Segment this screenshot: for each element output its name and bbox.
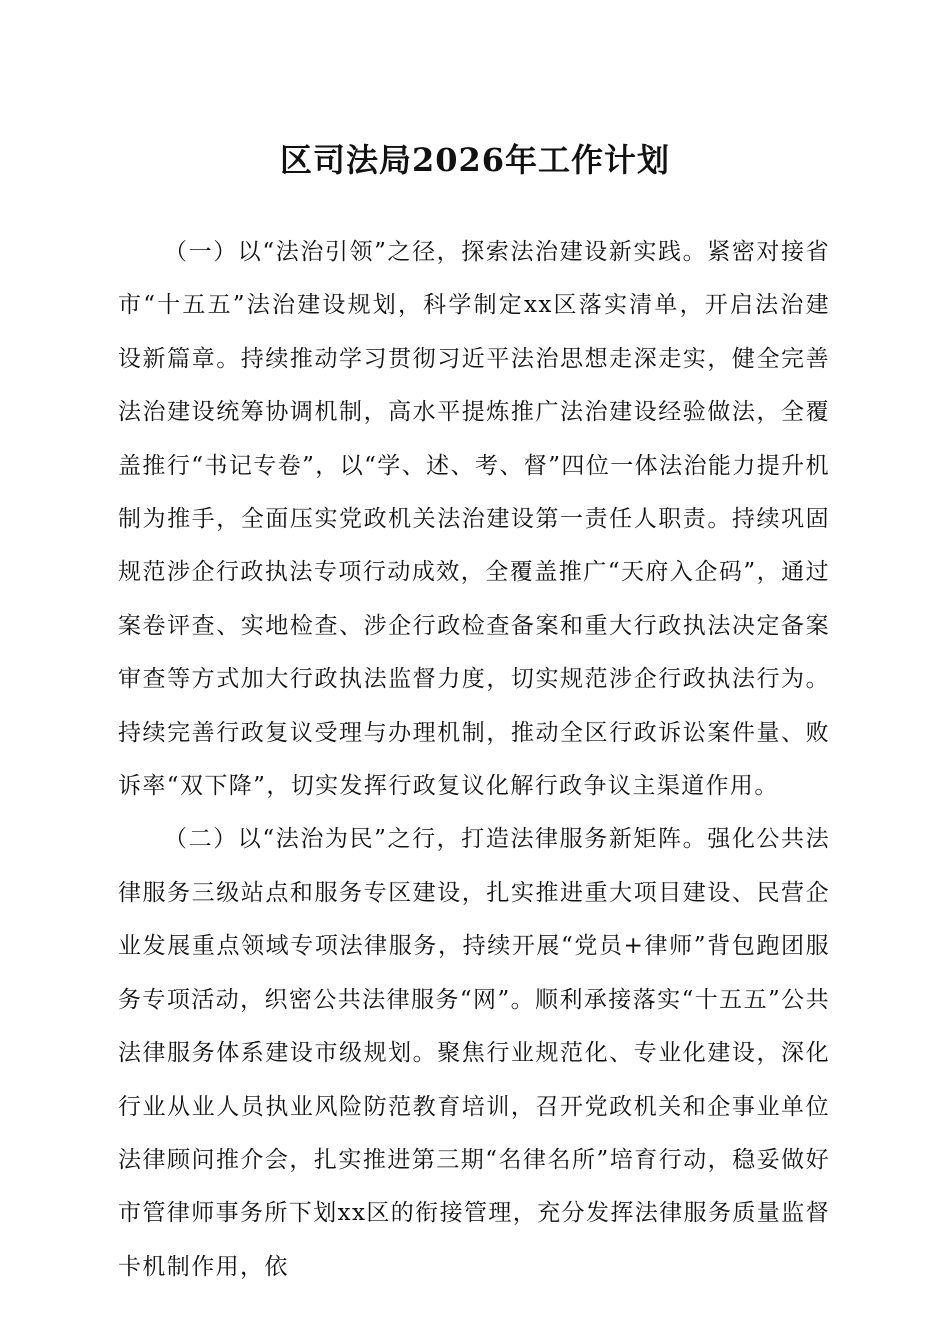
paragraph-1-heading: （一）以“法治引领”之径，探索法治建设新实践。 (164, 239, 708, 265)
paragraph-2-text: 强化公共法律服务三级站点和服务专区建设，扎实推进重大项目建设、民营企业发展重点领域专项法律服务，持续开展“党员+律师”背包跑团服务专项活动，织密公共法律服务“网”。顺利承接落实“十五五”公共法律服务体系建设市级规划。聚焦行业规范化、专业化建设，深化行业从业人员执业风险防范教育培训，召开党政机关和企事业单位法律顾问推介会，扎实推进第三期“名律名所”培育行动，稳妥做好市管律师事务所下划xx区的衔接管理，充分发挥法律服务质量监督卡机制作用，依 (118, 826, 831, 1280)
paragraph-1 (118, 226, 830, 813)
document-body (118, 226, 830, 1294)
document-title: 区司法局2026年工作计划 (279, 141, 671, 179)
paragraph-2-heading: （二）以“法治为民”之行，打造法律服务新矩阵。 (164, 826, 708, 853)
paragraph-1-text: 紧密对接省市“十五五”法治建设规划，科学制定xx区落实清单，开启法治建设新篇章。持续推动学习贯彻习近平法治思想走深走实，健全完善法治建设统筹协调机制，高水平提炼推广法治建设经验做法，全覆盖推行“书记专卷”，以“学、述、考、督”四位一体法治能力提升机制为推手，全面压实党政机关法治建设第一责任人职责。持续巩固规范涉企行政执法专项行动成效，全覆盖推广“天府入企码”，通过案卷评查、实地检查、涉企行政检查备案和重大行政执法决定备案审查等方式加大行政执法监督力度，切实规范涉企行政执法行为。持续完善行政复议受理与办理机制，推动全区行政诉讼案件量、败诉率“双下降”，切实发挥行政复议化解行政争议主渠道作用。 (118, 239, 831, 800)
paragraph-2 (118, 813, 830, 1294)
